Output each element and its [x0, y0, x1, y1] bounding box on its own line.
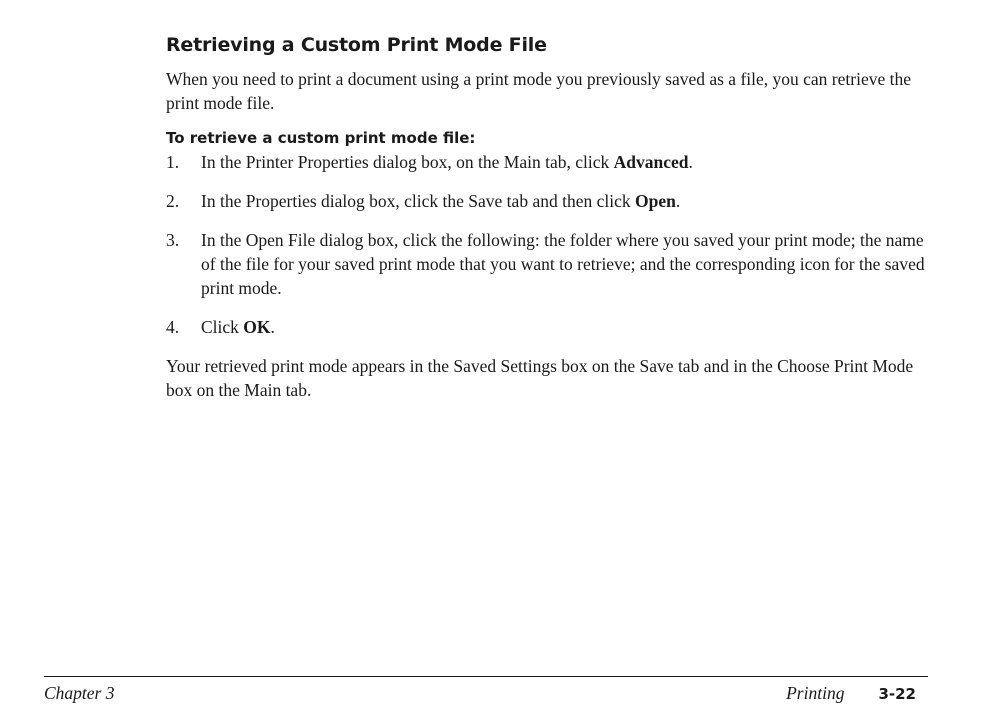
step-text: In the Printer Properties dialog box, on the Main tab, click [201, 152, 614, 172]
procedure-title: To retrieve a custom print mode file: [166, 129, 476, 147]
outro-paragraph: Your retrieved print mode appears in the Saved Settings box on the Save tab and in the Choose Print Mode box on the Main tab. [166, 356, 914, 400]
step-text: In the Properties dialog box, click the Save tab and then click [201, 191, 635, 211]
step-end: . [270, 317, 275, 337]
step-end: . [675, 191, 681, 211]
steps-list [166, 150, 932, 339]
step-text: In the Open File dialog box, click the following: the folder where you saved your print mode; the name of the file for your saved print mode that you want to retrieve; and the corresponding icon for the saved print mode. [201, 230, 925, 298]
step-end: . [688, 152, 693, 172]
step-number: 4. [166, 317, 180, 337]
step-item [166, 150, 932, 174]
step-bold-term: Open [634, 191, 676, 211]
footer-chapter: Chapter 3 [44, 683, 115, 703]
step-bold-term: Advanced [613, 152, 689, 172]
footer-section: Printing [786, 683, 845, 703]
step-text: Click [201, 317, 244, 337]
intro-paragraph: When you need to print a document using a print mode you previously saved as a file, you can retrieve the print mode file. [166, 69, 911, 113]
page-content [166, 34, 932, 402]
page-number: 3-22 [878, 685, 916, 703]
step-item [166, 315, 932, 339]
step-item [166, 228, 932, 300]
section-heading: Retrieving a Custom Print Mode File [166, 34, 547, 56]
step-item [166, 189, 932, 213]
step-number: 2. [166, 191, 180, 211]
page-footer [44, 676, 928, 703]
step-number: 3. [166, 230, 180, 250]
footer-right [786, 683, 916, 704]
step-number: 1. [166, 152, 180, 172]
step-bold-term: OK [243, 317, 271, 337]
